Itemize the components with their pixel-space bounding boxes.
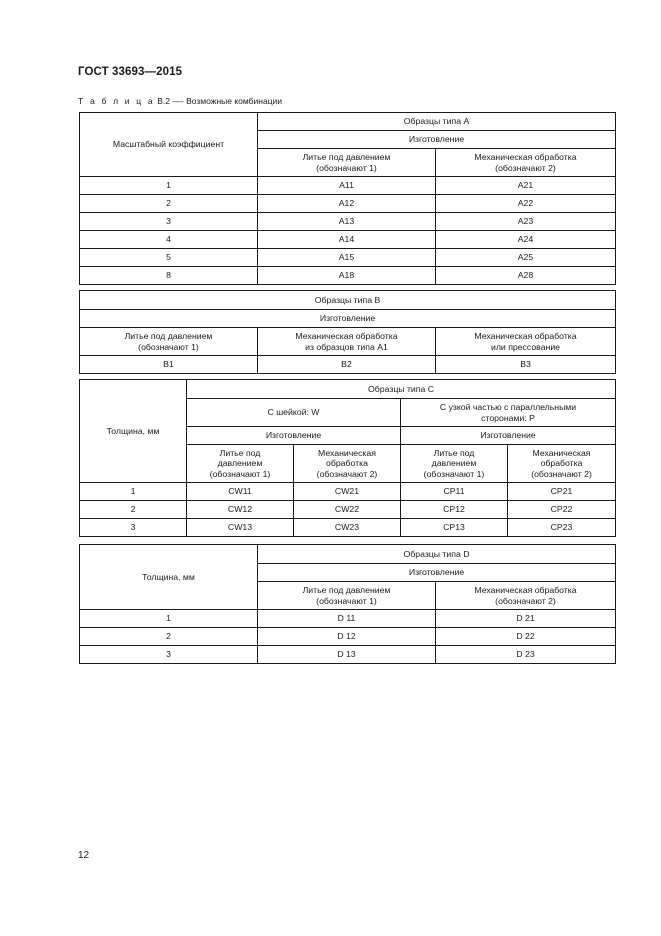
header-neck-w: С шейкой: W bbox=[187, 399, 401, 427]
table-cell: CW13 bbox=[187, 519, 294, 537]
table-caption bbox=[78, 96, 282, 106]
table-type-b bbox=[79, 290, 616, 374]
header-scale-factor: Масштабный коэффициент bbox=[80, 113, 258, 177]
page-number: 12 bbox=[78, 850, 90, 861]
header-type-c: Образцы типа С bbox=[187, 380, 616, 399]
table-cell: D 12 bbox=[258, 628, 436, 646]
header-col: Литье под давлением (обозначают 1) bbox=[258, 582, 436, 610]
header-manufacture: Изготовление bbox=[80, 310, 616, 328]
table-cell: В2 bbox=[258, 356, 436, 374]
table-cell: CP11 bbox=[401, 483, 508, 501]
table-row bbox=[80, 356, 616, 374]
table-row bbox=[80, 628, 616, 646]
table-cell: А12 bbox=[258, 195, 436, 213]
table-cell: 1 bbox=[80, 610, 258, 628]
table-row bbox=[80, 195, 616, 213]
table-cell: D 11 bbox=[258, 610, 436, 628]
table-cell: CP21 bbox=[508, 483, 616, 501]
table-cell: 3 bbox=[80, 519, 187, 537]
table-cell: D 23 bbox=[436, 646, 616, 664]
table-row bbox=[80, 610, 616, 628]
header-manufacture: Изготовление bbox=[258, 131, 616, 149]
table-type-d bbox=[79, 544, 616, 664]
header-col: Механическая обработка (обозначают 2) bbox=[294, 445, 401, 483]
table-cell: 2 bbox=[80, 501, 187, 519]
table-cell: А23 bbox=[436, 213, 616, 231]
table-cell: CP12 bbox=[401, 501, 508, 519]
table-row bbox=[80, 519, 616, 537]
table-cell: 5 bbox=[80, 249, 258, 267]
table-cell: А28 bbox=[436, 267, 616, 285]
table-cell: 1 bbox=[80, 483, 187, 501]
table-cell: 4 bbox=[80, 231, 258, 249]
table-cell: В3 bbox=[436, 356, 616, 374]
table-type-c bbox=[79, 379, 616, 537]
header-col: Литье под давлением (обозначают 1) bbox=[187, 445, 294, 483]
header-col: Литье под давлением (обозначают 1) bbox=[401, 445, 508, 483]
table-row bbox=[80, 501, 616, 519]
table-cell: А18 bbox=[258, 267, 436, 285]
caption-label: Т а б л и ц а bbox=[78, 96, 155, 106]
table-cell: А14 bbox=[258, 231, 436, 249]
table-row bbox=[80, 177, 616, 195]
header-manufacture: Изготовление bbox=[258, 564, 616, 582]
table-cell: В1 bbox=[80, 356, 258, 374]
header-col: Литье под давлением (обозначают 1) bbox=[80, 328, 258, 356]
table-type-a bbox=[79, 112, 616, 285]
table-cell: 8 bbox=[80, 267, 258, 285]
header-col: Литье под давлением (обозначают 1) bbox=[258, 149, 436, 177]
table-cell: 2 bbox=[80, 628, 258, 646]
header-parallel-p: С узкой частью с параллельными сторонами: Р bbox=[401, 399, 616, 427]
table-cell: А24 bbox=[436, 231, 616, 249]
table-cell: CW21 bbox=[294, 483, 401, 501]
caption-number: В.2 bbox=[157, 96, 171, 106]
table-cell: 1 bbox=[80, 177, 258, 195]
table-cell: А25 bbox=[436, 249, 616, 267]
table-cell: D 13 bbox=[258, 646, 436, 664]
header-manufacture-w: Изготовление bbox=[187, 427, 401, 445]
table-cell: А11 bbox=[258, 177, 436, 195]
table-row bbox=[80, 267, 616, 285]
header-type-b: Образцы типа В bbox=[80, 291, 616, 310]
table-cell: CW11 bbox=[187, 483, 294, 501]
table-cell: А22 bbox=[436, 195, 616, 213]
table-cell: CW23 bbox=[294, 519, 401, 537]
header-type-a: Образцы типа А bbox=[258, 113, 616, 131]
table-cell: 2 bbox=[80, 195, 258, 213]
header-thickness: Толщина, мм bbox=[80, 545, 258, 610]
table-cell: А15 bbox=[258, 249, 436, 267]
header-type-d: Образцы типа D bbox=[258, 545, 616, 564]
header-thickness: Толщина, мм bbox=[80, 380, 187, 483]
header-col: Механическая обработка (обозначают 2) bbox=[508, 445, 616, 483]
header-col: Механическая обработка (обозначают 2) bbox=[436, 582, 616, 610]
table-cell: А21 bbox=[436, 177, 616, 195]
table-row bbox=[80, 213, 616, 231]
table-row bbox=[80, 231, 616, 249]
header-col: Механическая обработка (обозначают 2) bbox=[436, 149, 616, 177]
table-row bbox=[80, 646, 616, 664]
table-cell: CP13 bbox=[401, 519, 508, 537]
table-cell: D 21 bbox=[436, 610, 616, 628]
header-manufacture-p: Изготовление bbox=[401, 427, 616, 445]
caption-title: Возможные комбинации bbox=[186, 96, 283, 106]
table-cell: CW22 bbox=[294, 501, 401, 519]
header-col: Механическая обработка из образцов типа А1 bbox=[258, 328, 436, 356]
table-cell: 3 bbox=[80, 646, 258, 664]
document-code: ГОСТ 33693—2015 bbox=[78, 66, 183, 78]
table-cell: CP23 bbox=[508, 519, 616, 537]
table-row bbox=[80, 483, 616, 501]
table-cell: CW12 bbox=[187, 501, 294, 519]
table-cell: CP22 bbox=[508, 501, 616, 519]
header-col: Механическая обработка или прессование bbox=[436, 328, 616, 356]
table-cell: 3 bbox=[80, 213, 258, 231]
table-row bbox=[80, 249, 616, 267]
table-cell: А13 bbox=[258, 213, 436, 231]
caption-dash: —- bbox=[172, 96, 184, 106]
table-cell: D 22 bbox=[436, 628, 616, 646]
